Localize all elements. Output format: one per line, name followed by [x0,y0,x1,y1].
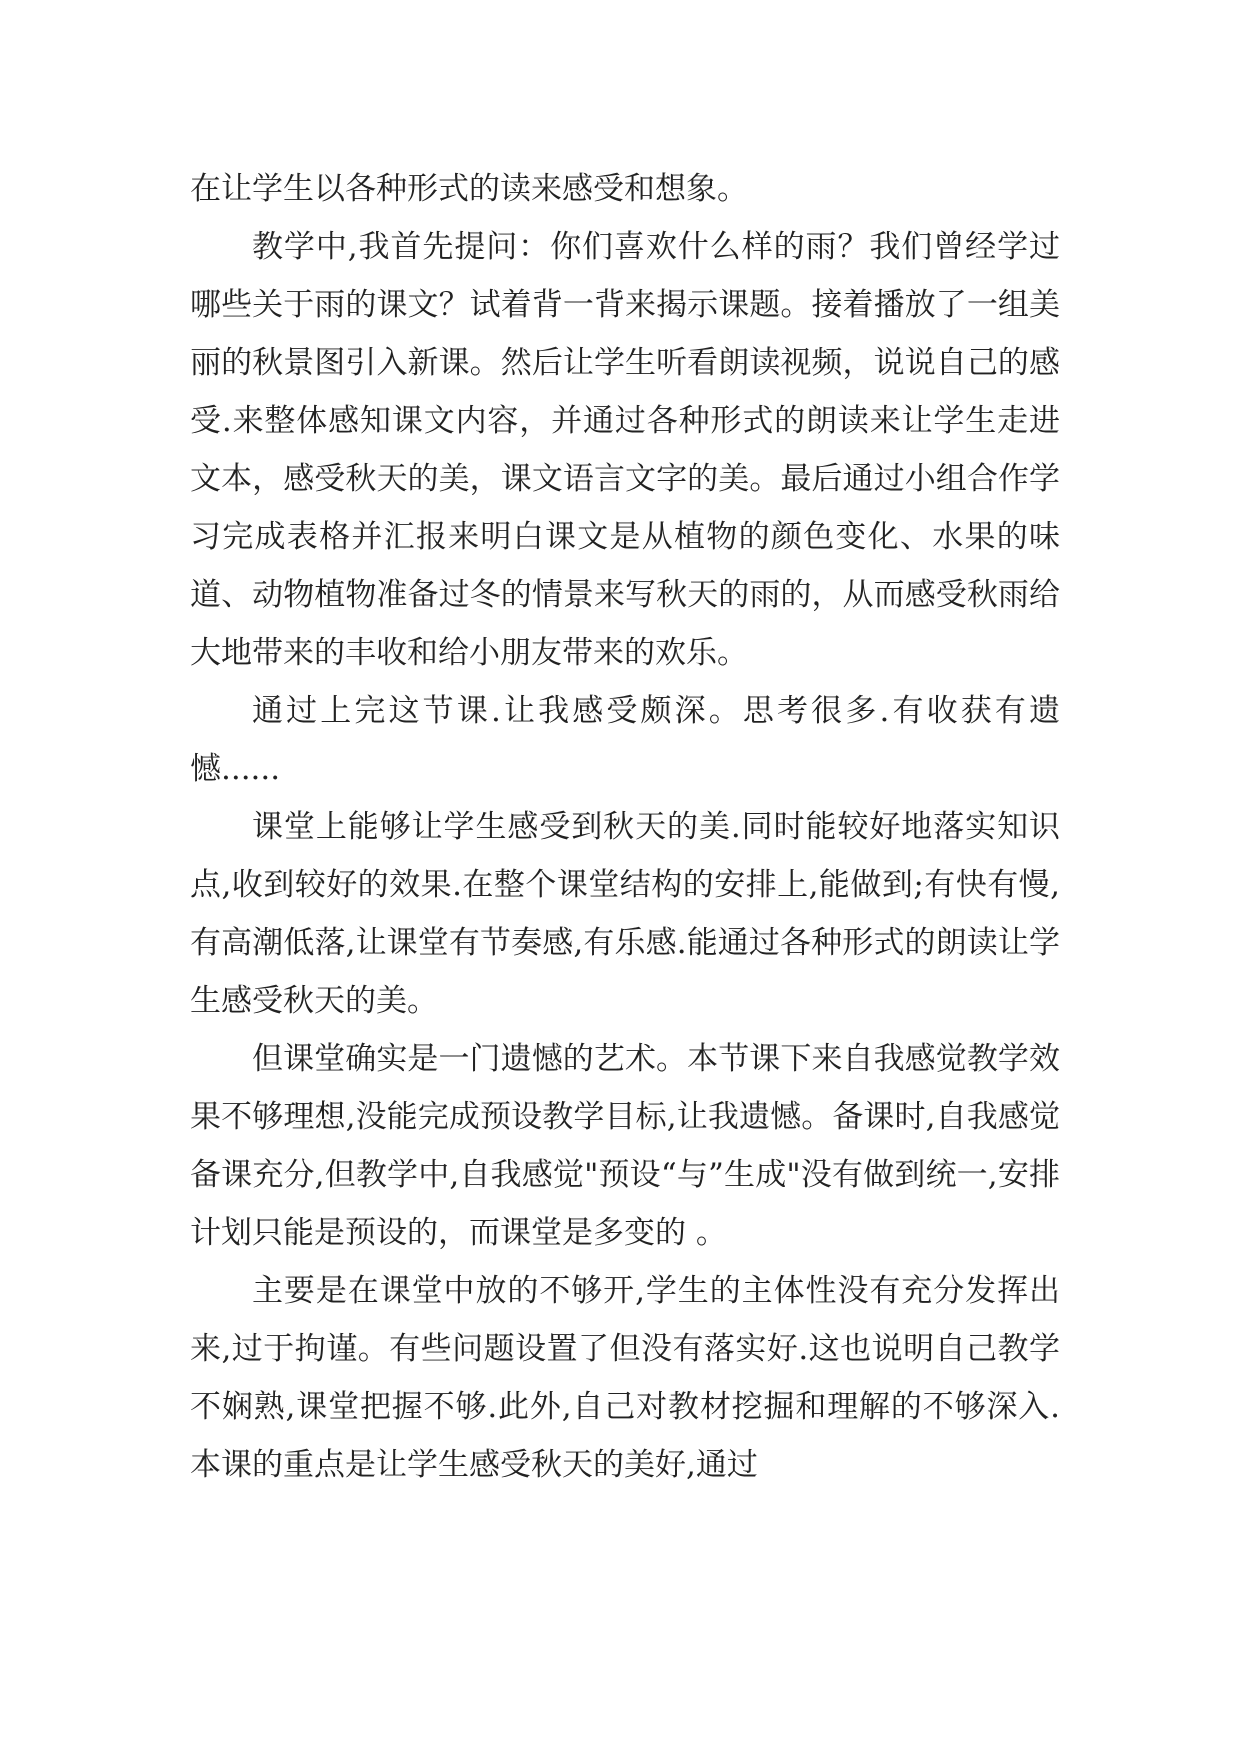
paragraph-4: 课堂上能够让学生感受到秋天的美.同时能较好地落实知识点,收到较好的效果.在整个课堂结构的安排上,能做到;有快有慢,有高潮低落,让课堂有节奏感,有乐感.能通过各种形式的朗读让学生感受秋天的美。 [190,809,1060,1019]
document-page [190,160,1060,1494]
paragraph-3: 通过上完这节课.让我感受颇深。思考很多.有收获有遗憾...... [190,693,1060,787]
paragraph-6: 主要是在课堂中放的不够开,学生的主体性没有充分发挥出来,过于拘谨。有些问题设置了但没有落实好.这也说明自己教学不娴熟,课堂把握不够.此外,自己对教材挖掘和理解的不够深入.本课的重点是让学生感受秋天的美好,通过 [190,1273,1060,1483]
paragraph-2: 教学中,我首先提问：你们喜欢什么样的雨？我们曾经学过哪些关于雨的课文？试着背一背来揭示课题。接着播放了一组美丽的秋景图引入新课。然后让学生听看朗读视频，说说自己的感受.来整体感知课文内容，并通过各种形式的朗读来让学生走进文本，感受秋天的美，课文语言文字的美。最后通过小组合作学习完成表格并汇报来明白课文是从植物的颜色变化、水果的味道、动物植物准备过冬的情景来写秋天的雨的，从而感受秋雨给大地带来的丰收和给小朋友带来的欢乐。 [190,229,1060,671]
paragraph-5: 但课堂确实是一门遗憾的艺术。本节课下来自我感觉教学效果不够理想,没能完成预设教学目标,让我遗憾。备课时,自我感觉备课充分,但教学中,自我感觉"预设“与”生成"没有做到统一,安排计划只能是预设的，而课堂是多变的 。 [190,1041,1060,1251]
paragraph-1: 在让学生以各种形式的读来感受和想象。 [190,171,748,207]
